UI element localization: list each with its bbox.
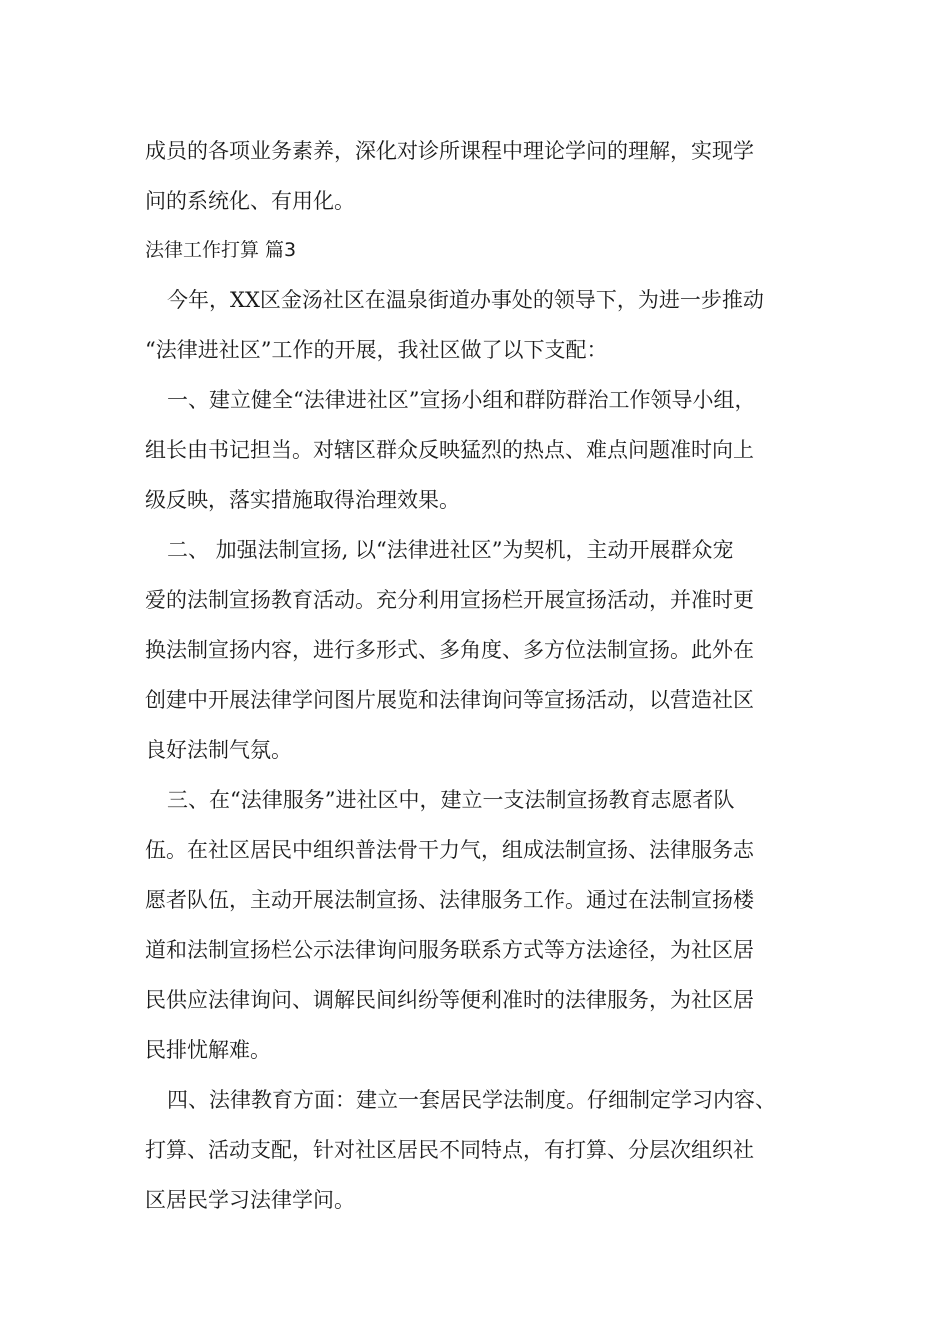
paragraph-line: 民供应法律询问、调解民间纠纷等便利准时的法律服务，为社区居 [145, 988, 754, 1012]
paragraph-line: 爱的法制宣扬教育活动。充分利用宣扬栏开展宣扬活动，并准时更 [145, 588, 754, 612]
paragraph-line: 愿者队伍，主动开展法制宣扬、法律服务工作。通过在法制宣扬楼 [145, 888, 754, 912]
paragraph-line: 一、建立健全“法律进社区”宣扬小组和群防群治工作领导小组， [167, 388, 756, 412]
paragraph-line: 成员的各项业务素养，深化对诊所课程中理论学问的理解，实现学 [145, 139, 754, 163]
paragraph-line: 创建中开展法律学问图片展览和法律询问等宣扬活动，以营造社区 [145, 688, 754, 712]
section-heading: 法律工作打算 篇3 [145, 239, 297, 261]
paragraph-line: 三、在“法律服务”进社区中，建立一支法制宣扬教育志愿者队 [167, 788, 735, 812]
paragraph-line: 道和法制宣扬栏公示法律询问服务联系方式等方法途径，为社区居 [145, 938, 754, 962]
paragraph-line: 区居民学习法律学问。 [145, 1188, 355, 1212]
paragraph-line: 良好法制气氛。 [145, 738, 292, 762]
paragraph-line: 问的系统化、有用化。 [145, 189, 355, 213]
paragraph-line: 二、 加强法制宣扬, 以“法律进社区”为契机，主动开展群众宠 [167, 538, 734, 562]
paragraph-line: 今年，XX区金汤社区在温泉街道办事处的领导下，为进一步推动 [167, 288, 764, 312]
paragraph-line: “法律进社区”工作的开展，我社区做了以下支配： [145, 338, 608, 362]
paragraph-line: 四、法律教育方面：建立一套居民学法制度。仔细制定学习内容、 [167, 1088, 776, 1112]
paragraph-line: 民排忧解难。 [145, 1038, 271, 1062]
paragraph-line: 打算、活动支配，针对社区居民不同特点，有打算、分层次组织社 [145, 1138, 754, 1162]
paragraph-line: 组长由书记担当。对辖区群众反映猛烈的热点、难点问题准时向上 [145, 438, 754, 462]
paragraph-line: 换法制宣扬内容，进行多形式、多角度、多方位法制宣扬。此外在 [145, 638, 754, 662]
paragraph-line: 级反映，落实措施取得治理效果。 [145, 488, 460, 512]
paragraph-line: 伍。在社区居民中组织普法骨干力气，组成法制宣扬、法律服务志 [145, 838, 754, 862]
